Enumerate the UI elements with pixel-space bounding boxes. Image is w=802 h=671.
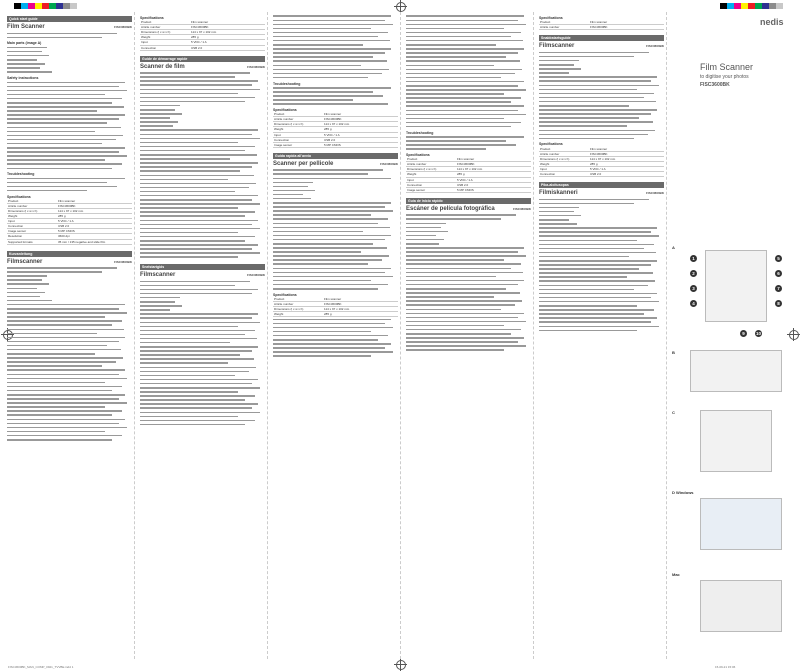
spec-row: Product Film scanner: [539, 147, 664, 152]
spec-row: Input 5 VDC / 1 A: [406, 177, 531, 182]
spec-table: [406, 157, 531, 193]
spec-row: Input 5 VDC / 1 A: [7, 219, 132, 224]
mac-label: Mac: [672, 572, 680, 577]
specifications-heading: Specifications: [273, 108, 297, 113]
scanner-illustration: [705, 250, 767, 322]
brand-logo: nedis: [760, 17, 784, 27]
spec-row: Weight 285 g: [406, 172, 531, 177]
spec-row: Article number FISC3600BK: [7, 203, 132, 208]
specifications-heading: Specifications: [273, 292, 297, 297]
spec-table: [539, 20, 664, 30]
spec-row: Weight 285 g: [273, 127, 398, 132]
figure-number: 1: [690, 255, 697, 262]
figure-number: 9: [740, 330, 747, 337]
spec-row: Image sensor 5 MP CMOS: [273, 142, 398, 147]
spec-row: Image sensor 5 MP CMOS: [7, 229, 132, 234]
spec-row: Weight 285 g: [140, 35, 265, 40]
spec-row: Dimensions (l x w x h) 114 x 97 x 102 mm: [140, 30, 265, 35]
column-1: [7, 14, 132, 654]
spec-row: Article number FISC3600BK: [406, 162, 531, 167]
spec-row: Connection USB 2.0: [539, 172, 664, 177]
spec-row: Dimensions (l x w x h) 114 x 97 x 102 mm: [273, 122, 398, 127]
spec-row: Resolution 3600 dpi: [7, 234, 132, 239]
section-language-bar: Guida rapida all'avvio: [273, 153, 398, 159]
spec-row: Product Film scanner: [140, 20, 265, 25]
panel-label-d: D Windows: [672, 490, 694, 495]
print-footer-file: FISC3600BK_MAN_COMP_0921_TVVBE.indd 1: [8, 665, 74, 669]
spec-row: Weight 285 g: [273, 312, 398, 317]
registration-mark-bottom: [396, 660, 406, 670]
column-2: [140, 14, 265, 654]
section-language-bar: Snabbstartsguide: [539, 35, 664, 41]
spec-table: [140, 20, 265, 51]
spec-row: Article number FISC3600BK: [539, 25, 664, 30]
main-parts-heading: Main parts (image A): [7, 41, 42, 46]
troubleshooting-heading: Troubleshooting: [7, 172, 35, 177]
safety-heading: Safety instructions: [7, 76, 39, 81]
spec-row: Dimensions (l x w x h) 114 x 97 x 102 mm: [539, 156, 664, 161]
section-title: Escáner de película fotográfica FISC3600BK: [406, 205, 531, 212]
fold-line: [134, 12, 135, 659]
cover-code: FISC3600BK: [700, 82, 730, 88]
fold-line: [400, 12, 401, 659]
cover-title: Film Scanner: [700, 62, 754, 72]
spec-row: Connection USB 2.0: [273, 137, 398, 142]
spec-row: Product Film scanner: [273, 297, 398, 302]
mac-software-screenshot: [700, 580, 782, 632]
specifications-heading: Specifications: [140, 16, 164, 20]
spec-row: Weight 285 g: [539, 161, 664, 166]
spec-row: Product Film scanner: [539, 20, 664, 25]
spec-row: Article number FISC3600BK: [539, 151, 664, 156]
section-title: Film Scanner FISC3600BK: [7, 24, 132, 31]
troubleshooting-heading: Troubleshooting: [406, 130, 434, 135]
cover-subtitle: to digitise your photos: [700, 74, 749, 80]
figure-number: 2: [690, 270, 697, 277]
spec-row: Article number FISC3600BK: [140, 25, 265, 30]
windows-software-screenshot: [700, 498, 782, 550]
spec-row: Connection USB 2.0: [140, 45, 265, 50]
spec-row: Dimensions (l x w x h) 114 x 97 x 102 mm: [7, 208, 132, 213]
spec-row: Input 5 VDC / 1 A: [539, 166, 664, 171]
section-language-bar: Pika-aloitusopas: [539, 182, 664, 188]
figure-number: 10: [755, 331, 761, 336]
registration-mark-top: [396, 2, 406, 12]
spec-row: Image sensor 5 MP CMOS: [406, 187, 531, 192]
spec-table: [273, 112, 398, 148]
spec-row: Article number FISC3600BK: [273, 117, 398, 122]
insertion-illustration: [700, 410, 772, 472]
spec-row: Article number FISC3600BK: [273, 301, 398, 306]
spec-table: [7, 199, 132, 245]
spec-row: Dimensions (l x w x h) 114 x 97 x 102 mm: [273, 307, 398, 312]
specifications-heading: Specifications: [539, 16, 563, 20]
column-3: [273, 14, 398, 654]
panel-label-c: C: [672, 410, 675, 415]
spec-row: Input 5 VDC / 1 A: [140, 40, 265, 45]
figure-number: 4: [690, 300, 697, 307]
figure-number: 6: [775, 270, 782, 277]
spec-row: Dimensions (l x w x h) 114 x 97 x 102 mm: [406, 167, 531, 172]
fold-line: [666, 12, 667, 659]
fold-line: [533, 12, 534, 659]
section-title: Scanner de film FISC3600BK: [140, 63, 265, 70]
spec-table: [273, 297, 398, 317]
color-bar-right: [720, 3, 783, 9]
section-title: Filmiskanneri FISC3600BK: [539, 190, 664, 197]
panel-label-a: A: [672, 245, 675, 250]
spec-row: Input 5 VDC / 1 A: [273, 132, 398, 137]
section-language-bar: Guide de démarrage rapide: [140, 56, 265, 62]
spec-row: Product Film scanner: [7, 199, 132, 204]
section-language-bar: Guía de inicio rápido: [406, 198, 531, 204]
specifications-heading: Specifications: [539, 142, 563, 147]
section-language-bar: Quick start guide: [7, 16, 132, 22]
spec-row: Connection USB 2.0: [7, 224, 132, 229]
spec-row: Connection USB 2.0: [406, 182, 531, 187]
figure-number: 8: [775, 300, 782, 307]
troubleshooting-heading: Troubleshooting: [273, 81, 301, 86]
column-5: [539, 14, 664, 654]
spec-table: [539, 147, 664, 178]
section-title: Filmscanner FISC3600BK: [539, 43, 664, 50]
spec-row: Product Film scanner: [406, 157, 531, 162]
film-holder-illustration: [690, 350, 782, 392]
section-title: Filmscanner FISC3600BK: [140, 272, 265, 279]
color-bar-left: [14, 3, 77, 9]
specifications-heading: Specifications: [406, 153, 430, 158]
figure-number: 5: [775, 255, 782, 262]
section-language-bar: Kurzanleitung: [7, 251, 132, 257]
section-title: Scanner per pellicole FISC3600BK: [273, 160, 398, 167]
print-footer-date: 15-09-21 15:06: [715, 665, 736, 669]
fold-line: [267, 12, 268, 659]
specifications-heading: Specifications: [7, 194, 31, 199]
figure-number: 7: [775, 285, 782, 292]
spec-row: Product Film scanner: [273, 112, 398, 117]
figure-number: 3: [690, 285, 697, 292]
panel-label-b: B: [672, 350, 675, 355]
registration-mark-right: [789, 330, 799, 340]
spec-row: Supported formats 35 mm / 135 negative and slide film: [7, 239, 132, 244]
windows-label: Windows: [676, 490, 694, 495]
section-title: Filmscanner FISC3600BK: [7, 258, 132, 265]
column-4: [406, 14, 531, 654]
section-language-bar: Snelstartgids: [140, 264, 265, 270]
spec-row: Weight 285 g: [7, 214, 132, 219]
